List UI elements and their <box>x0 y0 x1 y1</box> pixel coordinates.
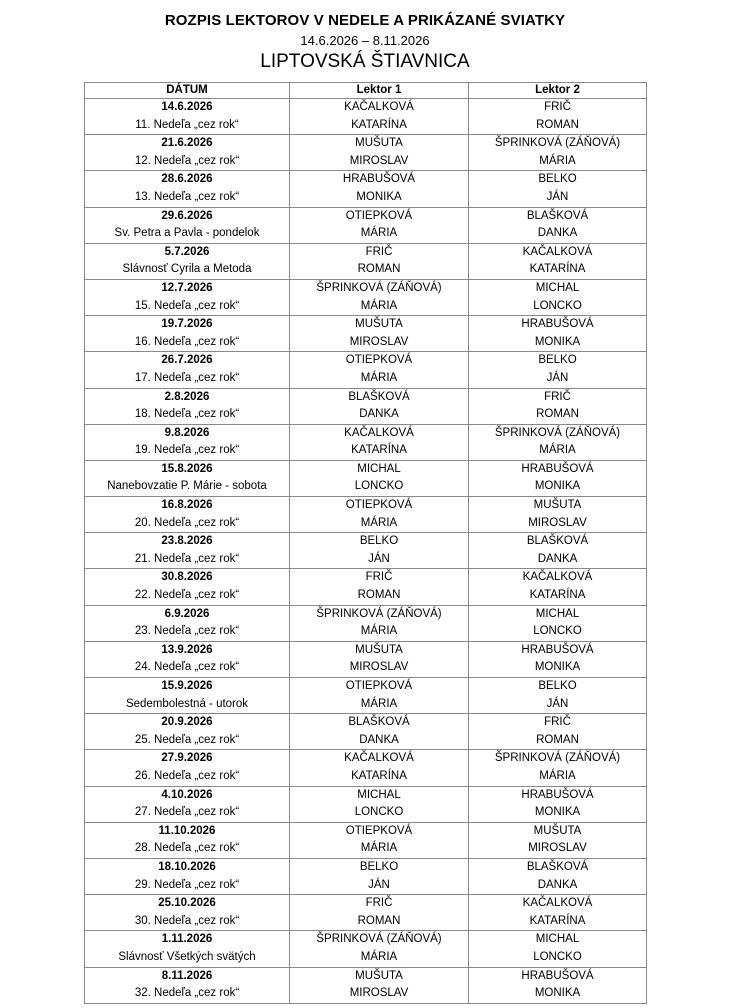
lector-2-cell <box>469 424 647 460</box>
lector-2-surname: BELKO <box>538 173 577 186</box>
table-row <box>85 641 647 677</box>
lector-1-cell <box>290 931 469 967</box>
table-row <box>85 135 647 171</box>
date-range: 14.6.2026 – 8.11.2026 <box>300 33 430 48</box>
lector-1-cell <box>290 641 469 677</box>
lector-2-cell <box>469 243 647 279</box>
lector-1-cell <box>290 569 469 605</box>
date-text: 2.8.2026 <box>164 390 210 403</box>
lector-2-surname: FRIČ <box>544 101 571 113</box>
lector-2-surname: FRIČ <box>544 390 571 403</box>
date-text: 11.10.2026 <box>158 824 216 837</box>
lector-1-first-name: MIROSLAV <box>349 661 409 674</box>
date-cell <box>85 678 290 714</box>
lector-2-first-name: JÁN <box>546 190 569 203</box>
table-row <box>85 931 647 967</box>
table-row <box>85 99 647 135</box>
lector-2-surname: BELKO <box>538 680 577 692</box>
parish-name: LIPTOVSKÁ ŠTIAVNICA <box>260 51 470 72</box>
lector-1-cell <box>290 171 469 207</box>
date-cell <box>85 171 290 207</box>
table-row <box>85 207 647 243</box>
date-text: 29.6.2026 <box>161 209 213 222</box>
lector-2-first-name: MÁRIA <box>539 769 576 782</box>
lector-2-first-name: MONIKA <box>534 480 581 493</box>
table-row <box>85 858 647 894</box>
lector-2-cell <box>469 750 647 786</box>
occasion-text: 21. Nedeľa „cez rok“ <box>134 552 240 565</box>
date-cell <box>85 243 290 279</box>
lector-2-surname: ŠPRINKOVÁ (ZÁŇOVÁ) <box>494 137 621 150</box>
column-header-date: DÁTUM <box>85 83 290 99</box>
lector-2-cell <box>469 678 647 714</box>
lector-1-cell <box>290 605 469 641</box>
occasion-text: 30. Nedeľa „cez rok“ <box>134 914 240 927</box>
date-cell <box>85 605 290 641</box>
table-row <box>85 714 647 750</box>
lector-2-surname: MUŠUTA <box>533 499 582 512</box>
lector-2-surname: MICHAL <box>535 281 580 294</box>
lector-1-surname: MICHAL <box>357 462 401 475</box>
lector-2-surname: BLAŠKOVÁ <box>526 860 589 873</box>
occasion-text: 17. Nedeľa „cez rok“ <box>134 371 240 384</box>
date-cell <box>85 533 290 569</box>
date-text: 9.8.2026 <box>164 426 210 439</box>
lector-1-first-name: MONIKA <box>356 190 402 203</box>
table-row <box>85 497 647 533</box>
date-text: 19.7.2026 <box>161 318 213 331</box>
date-cell <box>85 750 290 786</box>
table-row <box>85 967 647 1003</box>
lector-1-cell <box>290 714 469 750</box>
date-cell <box>85 99 290 135</box>
lector-1-cell <box>290 99 469 135</box>
lector-2-first-name: ROMAN <box>536 733 579 746</box>
lector-1-first-name: MÁRIA <box>360 227 398 240</box>
lector-2-cell <box>469 279 647 315</box>
table-row <box>85 352 647 388</box>
lector-2-first-name: JÁN <box>546 371 569 384</box>
lector-1-first-name: MÁRIA <box>360 950 398 963</box>
table-row <box>85 822 647 858</box>
lector-1-first-name: MÁRIA <box>360 516 398 529</box>
date-text: 21.6.2026 <box>161 137 213 150</box>
date-text: 26.7.2026 <box>161 354 213 367</box>
header-row <box>85 83 647 99</box>
table-row <box>85 460 647 496</box>
lector-1-cell <box>290 967 469 1003</box>
lector-2-cell <box>469 786 647 822</box>
occasion-text: 19. Nedeľa „cez rok“ <box>134 444 240 457</box>
lector-1-surname: KAČALKOVÁ <box>344 752 414 765</box>
occasion-text: 22. Nedeľa „cez rok“ <box>134 589 240 602</box>
lector-2-first-name: MONIKA <box>534 806 581 819</box>
table-row <box>85 678 647 714</box>
lector-2-first-name: KATARÍNA <box>529 263 586 276</box>
occasion-text: Slávnosť Cyrila a Metoda <box>122 263 252 276</box>
table-row <box>85 605 647 641</box>
lector-1-surname: OTIEPKOVÁ <box>345 680 413 692</box>
lector-2-cell <box>469 316 647 352</box>
lector-1-first-name: LONCKO <box>354 480 404 493</box>
lector-2-first-name: ROMAN <box>536 408 579 421</box>
occasion-text: 25. Nedeľa „cez rok“ <box>134 733 240 746</box>
occasion-text: 18. Nedeľa „cez rok“ <box>134 408 240 421</box>
date-text: 6.9.2026 <box>164 607 210 620</box>
lector-1-first-name: KATARÍNA <box>351 769 407 782</box>
column-header-lector-1: Lektor 1 <box>290 83 469 99</box>
lector-1-first-name: KATARÍNA <box>351 444 407 457</box>
date-text: 15.9.2026 <box>161 680 213 692</box>
table-row <box>85 316 647 352</box>
lector-2-cell <box>469 895 647 931</box>
lector-1-first-name: DANKA <box>359 408 399 421</box>
lector-1-cell <box>290 279 469 315</box>
table-row <box>85 279 647 315</box>
date-text: 30.8.2026 <box>161 571 213 584</box>
date-cell <box>85 641 290 677</box>
lector-2-cell <box>469 460 647 496</box>
table-row <box>85 569 647 605</box>
lector-1-cell <box>290 135 469 171</box>
lector-2-surname: BELKO <box>538 354 577 367</box>
date-text: 13.9.2026 <box>161 643 213 656</box>
date-cell <box>85 316 290 352</box>
lector-1-cell <box>290 497 469 533</box>
lector-1-cell <box>290 207 469 243</box>
lector-1-cell <box>290 750 469 786</box>
lector-1-first-name: MÁRIA <box>360 842 398 855</box>
occasion-text: 26. Nedeľa „cez rok“ <box>134 769 240 782</box>
lector-2-surname: HRABUŠOVÁ <box>521 643 594 656</box>
lector-2-surname: KAČALKOVÁ <box>522 245 593 258</box>
lector-2-first-name: JÁN <box>546 697 569 710</box>
lector-1-first-name: ROMAN <box>357 914 401 927</box>
lector-2-surname: MICHAL <box>535 607 580 620</box>
lector-2-surname: ŠPRINKOVÁ (ZÁŇOVÁ) <box>494 752 621 765</box>
lector-2-first-name: KATARÍNA <box>529 589 586 602</box>
occasion-text: Nanebovzatie P. Márie - sobota <box>107 480 267 493</box>
lector-2-first-name: MÁRIA <box>539 154 576 167</box>
lector-1-cell <box>290 243 469 279</box>
lector-2-cell <box>469 171 647 207</box>
date-cell <box>85 858 290 894</box>
table-header <box>85 83 647 99</box>
date-cell <box>85 279 290 315</box>
date-cell <box>85 895 290 931</box>
lector-1-cell <box>290 678 469 714</box>
lector-1-first-name: KATARÍNA <box>351 118 407 131</box>
lector-2-cell <box>469 714 647 750</box>
lector-1-surname: ŠPRINKOVÁ (ZÁŇOVÁ) <box>316 607 442 620</box>
lector-2-surname: ŠPRINKOVÁ (ZÁŇOVÁ) <box>494 426 621 439</box>
lector-2-surname: HRABUŠOVÁ <box>521 788 594 801</box>
table-row <box>85 750 647 786</box>
lector-1-cell <box>290 895 469 931</box>
table-row <box>85 895 647 931</box>
lector-1-surname: HRABUŠOVÁ <box>342 173 416 186</box>
occasion-text: 32. Nedeľa „cez rok“ <box>134 987 240 1000</box>
date-text: 4.10.2026 <box>161 788 213 801</box>
lector-1-first-name: ROMAN <box>357 589 401 602</box>
lector-2-cell <box>469 931 647 967</box>
occasion-text: 12. Nedeľa „cez rok“ <box>134 154 240 167</box>
lector-1-surname: BELKO <box>359 860 399 873</box>
lector-1-cell <box>290 352 469 388</box>
lector-2-first-name: MONIKA <box>534 335 581 348</box>
lector-2-first-name: LONCKO <box>533 950 582 963</box>
lector-1-surname: KAČALKOVÁ <box>344 101 414 113</box>
date-cell <box>85 460 290 496</box>
table-row <box>85 171 647 207</box>
lector-2-surname: KAČALKOVÁ <box>522 897 593 910</box>
lector-1-cell <box>290 388 469 424</box>
lector-1-surname: OTIEPKOVÁ <box>345 824 413 837</box>
lector-2-cell <box>469 858 647 894</box>
lector-1-surname: ŠPRINKOVÁ (ZÁŇOVÁ) <box>316 281 442 294</box>
occasion-text: 28. Nedeľa „cez rok“ <box>134 842 240 855</box>
lector-2-first-name: KATARÍNA <box>529 914 586 927</box>
lector-2-first-name: DANKA <box>537 227 578 240</box>
lector-1-cell <box>290 858 469 894</box>
occasion-text: Sv. Petra a Pavla - pondelok <box>114 227 260 240</box>
lector-1-surname: MICHAL <box>357 788 401 801</box>
lector-2-surname: KAČALKOVÁ <box>522 571 593 584</box>
date-text: 27.9.2026 <box>161 752 213 765</box>
lector-1-surname: MUŠUTA <box>355 643 403 656</box>
occasion-text: 16. Nedeľa „cez rok“ <box>134 335 240 348</box>
date-text: 23.8.2026 <box>161 535 213 548</box>
lector-2-first-name: LONCKO <box>533 625 582 638</box>
occasion-text: Sedembolestná - utorok <box>125 697 249 710</box>
lector-1-cell <box>290 460 469 496</box>
lector-2-surname: BLAŠKOVÁ <box>526 209 589 222</box>
lector-2-surname: MICHAL <box>535 933 580 946</box>
lector-2-surname: HRABUŠOVÁ <box>521 969 594 982</box>
date-text: 18.10.2026 <box>158 860 216 873</box>
document-title: ROZPIS LEKTOROV V NEDELE A PRIKÁZANÉ SVIATKY <box>164 12 566 29</box>
lector-1-first-name: ROMAN <box>357 263 401 276</box>
date-cell <box>85 207 290 243</box>
lector-2-cell <box>469 605 647 641</box>
lector-2-cell <box>469 352 647 388</box>
lector-1-surname: BLAŠKOVÁ <box>348 390 410 403</box>
table-body <box>85 99 647 1004</box>
date-cell <box>85 135 290 171</box>
lector-1-surname: KAČALKOVÁ <box>344 426 414 439</box>
lector-2-first-name: DANKA <box>537 552 578 565</box>
lector-1-surname: FRIČ <box>365 245 393 258</box>
lector-2-cell <box>469 967 647 1003</box>
lector-1-surname: ŠPRINKOVÁ (ZÁŇOVÁ) <box>316 933 442 946</box>
occasion-text: 23. Nedeľa „cez rok“ <box>134 625 240 638</box>
lector-1-surname: BLAŠKOVÁ <box>348 716 410 729</box>
lector-1-first-name: MIROSLAV <box>349 154 409 167</box>
lector-1-first-name: LONCKO <box>354 806 404 819</box>
lector-2-first-name: MONIKA <box>534 661 581 674</box>
lector-1-first-name: MÁRIA <box>360 625 398 638</box>
lector-1-surname: FRIČ <box>365 571 393 584</box>
table-row <box>85 786 647 822</box>
lector-2-surname: BLAŠKOVÁ <box>526 535 589 548</box>
lector-1-first-name: JÁN <box>368 552 390 565</box>
lector-1-surname: MUŠUTA <box>355 137 403 150</box>
date-text: 5.7.2026 <box>164 245 210 258</box>
column-header-lector-2: Lektor 2 <box>469 83 647 99</box>
lector-1-surname: FRIČ <box>365 897 393 910</box>
lector-1-first-name: JÁN <box>368 878 390 891</box>
date-text: 25.10.2026 <box>158 897 216 910</box>
lector-1-cell <box>290 424 469 460</box>
date-cell <box>85 497 290 533</box>
date-cell <box>85 822 290 858</box>
lector-2-first-name: MONIKA <box>534 987 581 1000</box>
lector-2-cell <box>469 641 647 677</box>
lector-2-first-name: MIROSLAV <box>528 842 587 855</box>
date-text: 12.7.2026 <box>161 281 213 294</box>
date-text: 20.9.2026 <box>161 716 213 729</box>
occasion-text: 15. Nedeľa „cez rok“ <box>134 299 240 312</box>
date-cell <box>85 786 290 822</box>
date-text: 8.11.2026 <box>161 969 213 982</box>
occasion-text: Slávnosť Všetkých svätých <box>118 950 256 963</box>
lector-2-first-name: LONCKO <box>533 299 582 312</box>
occasion-text: 11. Nedeľa „cez rok“ <box>135 118 239 131</box>
lector-2-cell <box>469 569 647 605</box>
lector-1-surname: MUŠUTA <box>355 318 403 331</box>
lector-2-first-name: ROMAN <box>536 118 579 131</box>
lector-2-cell <box>469 388 647 424</box>
lector-2-cell <box>469 533 647 569</box>
lector-2-cell <box>469 99 647 135</box>
lector-2-surname: FRIČ <box>544 716 571 729</box>
lector-1-first-name: MÁRIA <box>360 299 398 312</box>
date-cell <box>85 388 290 424</box>
date-text: 14.6.2026 <box>161 101 213 113</box>
lector-1-cell <box>290 822 469 858</box>
table-row <box>85 424 647 460</box>
lector-2-cell <box>469 207 647 243</box>
lector-1-first-name: MÁRIA <box>360 697 398 710</box>
occasion-text: 24. Nedeľa „cez rok“ <box>134 661 240 674</box>
date-cell <box>85 569 290 605</box>
lector-2-surname: MUŠUTA <box>533 824 582 837</box>
lector-schedule-table <box>84 82 647 1004</box>
lector-2-first-name: MIROSLAV <box>528 516 587 529</box>
table-row <box>85 533 647 569</box>
lector-1-cell <box>290 316 469 352</box>
date-text: 15.8.2026 <box>161 462 213 475</box>
occasion-text: 27. Nedeľa „cez rok“ <box>134 806 240 819</box>
lector-2-surname: HRABUŠOVÁ <box>521 318 594 331</box>
lector-1-first-name: MIROSLAV <box>349 335 409 348</box>
date-cell <box>85 424 290 460</box>
date-text: 16.8.2026 <box>161 499 213 512</box>
lector-1-cell <box>290 533 469 569</box>
lector-1-first-name: MIROSLAV <box>349 987 409 1000</box>
lector-2-cell <box>469 822 647 858</box>
lector-2-cell <box>469 135 647 171</box>
lector-2-cell <box>469 497 647 533</box>
occasion-text: 29. Nedeľa „cez rok“ <box>134 878 240 891</box>
lector-1-surname: MUŠUTA <box>355 969 403 982</box>
date-cell <box>85 352 290 388</box>
lector-2-first-name: MÁRIA <box>539 444 576 457</box>
date-text: 28.6.2026 <box>161 173 213 186</box>
lector-1-first-name: MÁRIA <box>360 371 398 384</box>
occasion-text: 20. Nedeľa „cez rok“ <box>134 516 240 529</box>
date-cell <box>85 967 290 1003</box>
lector-1-cell <box>290 786 469 822</box>
occasion-text: 13. Nedeľa „cez rok“ <box>134 190 240 203</box>
lector-1-surname: OTIEPKOVÁ <box>345 354 413 367</box>
date-text: 1.11.2026 <box>161 933 213 946</box>
lector-2-first-name: DANKA <box>537 878 578 891</box>
lector-1-surname: BELKO <box>359 535 399 548</box>
lector-1-surname: OTIEPKOVÁ <box>345 209 413 222</box>
date-cell <box>85 931 290 967</box>
lector-1-surname: OTIEPKOVÁ <box>345 499 413 512</box>
lector-1-first-name: DANKA <box>359 733 399 746</box>
date-cell <box>85 714 290 750</box>
lector-2-surname: HRABUŠOVÁ <box>521 462 594 475</box>
table-row <box>85 388 647 424</box>
table-row <box>85 243 647 279</box>
